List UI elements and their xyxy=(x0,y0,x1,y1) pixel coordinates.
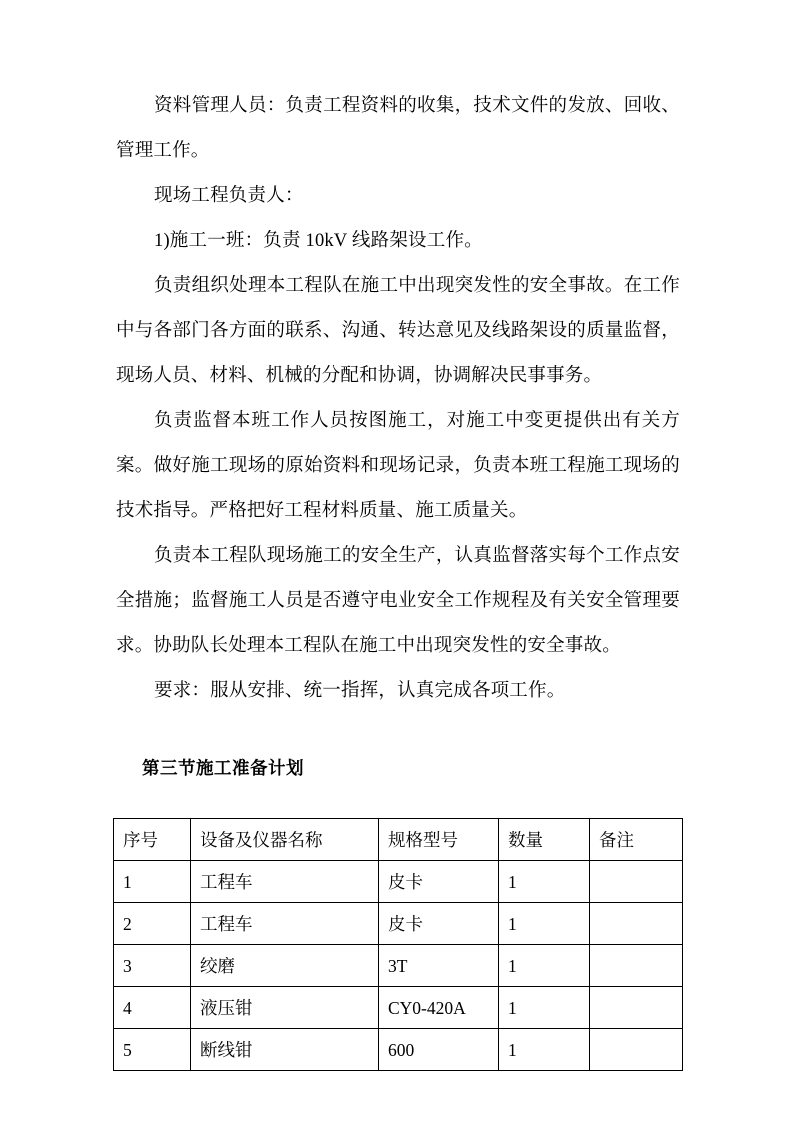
table-cell-spec: 3T xyxy=(379,945,499,987)
equipment-table xyxy=(113,818,683,1071)
table-header-cell-no: 序号 xyxy=(114,819,191,861)
table-header-cell-remark: 备注 xyxy=(590,819,683,861)
table-cell-no: 5 xyxy=(114,1029,191,1071)
table-cell-name: 液压钳 xyxy=(191,987,379,1029)
table-cell-qty: 1 xyxy=(499,987,590,1029)
table-cell-name: 工程车 xyxy=(191,903,379,945)
heading-spacer xyxy=(116,714,680,747)
section-heading: 第三节施工准备计划 xyxy=(142,759,304,779)
paragraph-requirements: 要求：服从安排、统一指挥，认真完成各项工作。 xyxy=(154,681,566,701)
table-cell-qty: 1 xyxy=(499,861,590,903)
table-cell-spec: 600 xyxy=(379,1029,499,1071)
table-cell-remark xyxy=(590,945,683,987)
table-cell-name: 绞磨 xyxy=(191,945,379,987)
paragraph-data-manager: 资料管理人员：负责工程资料的收集，技术文件的发放、回收、管理工作。 xyxy=(116,96,680,161)
table-row xyxy=(114,945,683,987)
table-row xyxy=(114,903,683,945)
paragraph-safety-production: 负责本工程队现场施工的安全生产，认真监督落实每个工作点安全措施；监督施工人员是否遵守电业安全工作规程及有关安全管理要求。协助队长处理本工程队在施工中出现突发性的安全事故。 xyxy=(116,546,680,656)
paragraph-drawing-supervision: 负责监督本班工作人员按图施工，对施工中变更提供出有关方案。做好施工现场的原始资料和现场记录，负责本班工程施工现场的技术指导。严格把好工程材料质量、施工质量关。 xyxy=(116,411,680,521)
table-cell-qty: 1 xyxy=(499,903,590,945)
table-cell-name: 断线钳 xyxy=(191,1029,379,1071)
table-header-row xyxy=(114,819,683,861)
table-cell-qty: 1 xyxy=(499,945,590,987)
table-row xyxy=(114,1029,683,1071)
table-cell-spec: 皮卡 xyxy=(379,861,499,903)
paragraph-construction-team-one: 1)施工一班：负责 10kV 线路架设工作。 xyxy=(154,231,483,251)
paragraph-site-engineer-lead: 现场工程负责人： xyxy=(154,186,304,206)
table-cell-name: 工程车 xyxy=(191,861,379,903)
table-row xyxy=(114,987,683,1029)
paragraph-safety-incident-handling: 负责组织处理本工程队在施工中出现突发性的安全事故。在工作中与各部门各方面的联系、沟通、转达意见及线路架设的质量监督，现场人员、材料、机械的分配和协调，协调解决民事事务。 xyxy=(116,276,680,386)
table-cell-qty: 1 xyxy=(499,1029,590,1071)
table-row xyxy=(114,861,683,903)
table-cell-remark xyxy=(590,1029,683,1071)
table-spacer xyxy=(116,792,680,818)
table-cell-no: 3 xyxy=(114,945,191,987)
table-cell-no: 1 xyxy=(114,861,191,903)
table-cell-no: 4 xyxy=(114,987,191,1029)
table-cell-spec: 皮卡 xyxy=(379,903,499,945)
table-cell-no: 2 xyxy=(114,903,191,945)
document-body xyxy=(116,84,680,1071)
table-header-cell-name: 设备及仪器名称 xyxy=(191,819,379,861)
table-cell-remark xyxy=(590,987,683,1029)
table-cell-remark xyxy=(590,861,683,903)
table-header-cell-spec: 规格型号 xyxy=(379,819,499,861)
table-cell-remark xyxy=(590,903,683,945)
table-cell-spec: CY0-420A xyxy=(379,987,499,1029)
table-header-cell-qty: 数量 xyxy=(499,819,590,861)
